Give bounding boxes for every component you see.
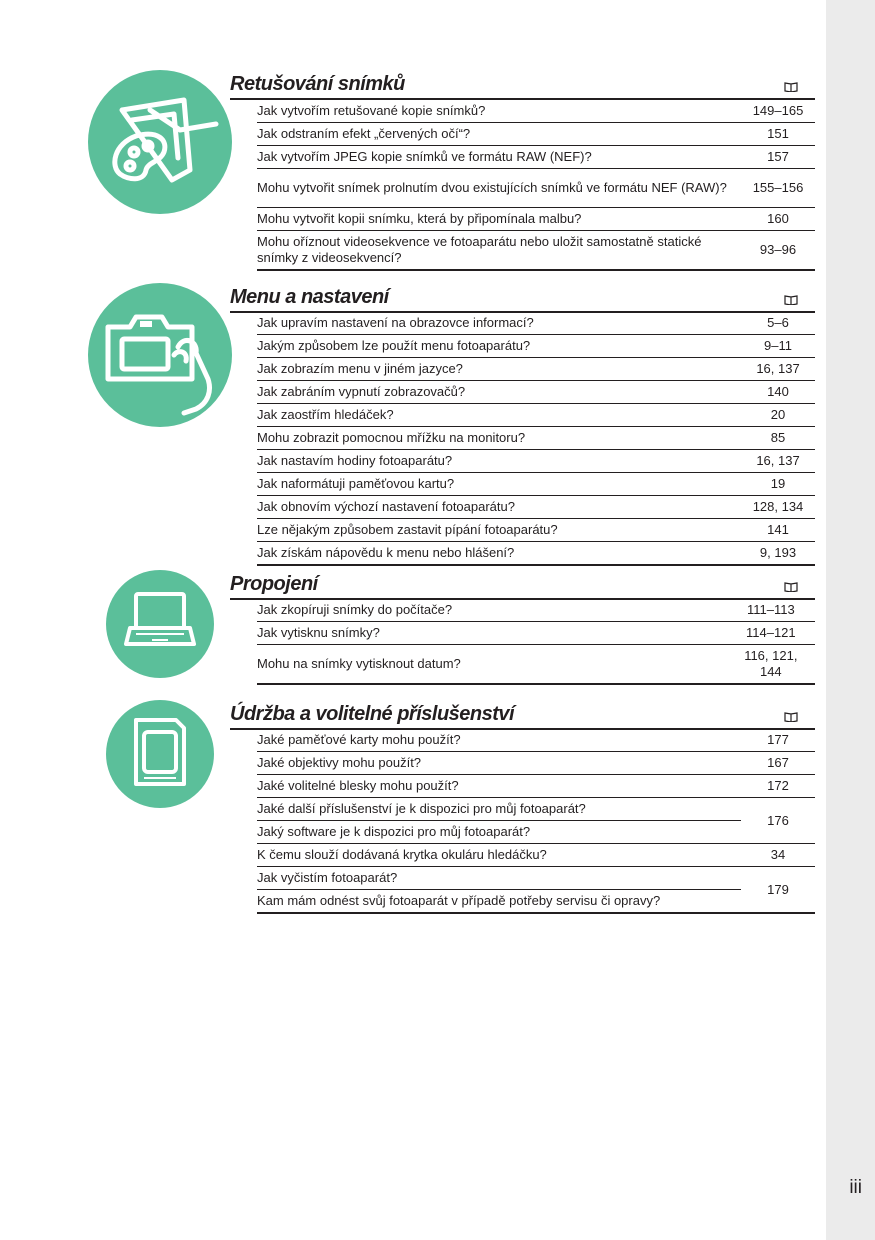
page-ref: 149–165 [741, 100, 815, 123]
question: K čemu slouží dodávaná krytka okuláru hledáčku? [257, 844, 741, 867]
page-ref: 160 [741, 208, 815, 231]
laptop-icon [106, 570, 214, 678]
section-title: Propojení [230, 573, 318, 595]
page-ref: 114–121 [727, 622, 815, 645]
page-ref: 19 [741, 473, 815, 496]
table-row [257, 123, 815, 146]
page-ref: 155–156 [741, 169, 815, 208]
section-header [230, 283, 815, 313]
faq-table [257, 100, 815, 271]
table-row [257, 867, 815, 890]
section-header [230, 570, 815, 600]
section-header [230, 700, 815, 730]
page-number: iii [849, 1177, 862, 1198]
question: Kam mám odnést svůj fotoaparát v případě potřeby servisu či opravy? [257, 890, 741, 914]
table-row [257, 312, 815, 335]
question: Jaké další příslušenství je k dispozici pro můj fotoaparát? [257, 798, 741, 821]
question: Mohu vytvořit kopii snímku, která by připomínala malbu? [257, 208, 741, 231]
question: Lze nějakým způsobem zastavit pípání fotoaparátu? [257, 519, 741, 542]
page-ref: 172 [741, 775, 815, 798]
camera-hand-icon [88, 283, 232, 427]
question: Mohu zobrazit pomocnou mřížku na monitoru? [257, 427, 741, 450]
table-row [257, 890, 815, 914]
page-ref: 140 [741, 381, 815, 404]
page-ref: 111–113 [727, 599, 815, 622]
table-row [257, 473, 815, 496]
book-icon [784, 82, 798, 92]
page-ref: 9, 193 [741, 542, 815, 566]
table-row [257, 844, 815, 867]
section-title: Menu a nastavení [230, 286, 389, 308]
question: Jakým způsobem lze použít menu fotoaparátu? [257, 335, 741, 358]
question: Jak vytvořím JPEG kopie snímků ve formátu RAW (NEF)? [257, 146, 741, 169]
table-row [257, 404, 815, 427]
side-tab [826, 0, 875, 1240]
table-row [257, 645, 815, 685]
question: Jak obnovím výchozí nastavení fotoaparátu? [257, 496, 741, 519]
page-ref: 116, 121, 144 [727, 645, 815, 685]
faq-table [257, 312, 815, 566]
page-ref: 85 [741, 427, 815, 450]
question: Mohu oříznout videosekvence ve fotoaparátu nebo uložit samostatně statické snímky z videosekvencí? [257, 231, 741, 271]
table-row [257, 752, 815, 775]
table-row [257, 381, 815, 404]
question: Mohu vytvořit snímek prolnutím dvou existujících snímků ve formátu NEF (RAW)? [257, 169, 741, 208]
book-icon [784, 295, 798, 305]
question: Jak vyčistím fotoaparát? [257, 867, 741, 890]
page-ref: 34 [741, 844, 815, 867]
page-ref: 5–6 [741, 312, 815, 335]
page-ref: 128, 134 [741, 496, 815, 519]
question: Jak vytvořím retušované kopie snímků? [257, 100, 741, 123]
page-ref: 177 [741, 729, 815, 752]
faq-table [257, 729, 815, 914]
page-ref: 157 [741, 146, 815, 169]
question: Jaké paměťové karty mohu použít? [257, 729, 741, 752]
section-title: Retušování snímků [230, 73, 405, 95]
section-header [230, 70, 815, 100]
book-icon [784, 712, 798, 722]
table-row [257, 542, 815, 566]
page-ref: 16, 137 [741, 450, 815, 473]
table-row [257, 599, 815, 622]
table-row [257, 169, 815, 208]
question: Jak zkopíruji snímky do počítače? [257, 599, 727, 622]
page-ref: 16, 137 [741, 358, 815, 381]
page-ref: 9–11 [741, 335, 815, 358]
table-row [257, 450, 815, 473]
table-row [257, 496, 815, 519]
page-ref: 167 [741, 752, 815, 775]
table-row [257, 729, 815, 752]
question: Jak získám nápovědu k menu nebo hlášení? [257, 542, 741, 566]
question: Jaký software je k dispozici pro můj fotoaparát? [257, 821, 741, 844]
table-row [257, 208, 815, 231]
table-row [257, 335, 815, 358]
question: Jak upravím nastavení na obrazovce informací? [257, 312, 741, 335]
table-row [257, 427, 815, 450]
table-row [257, 146, 815, 169]
book-icon [784, 582, 798, 592]
question: Mohu na snímky vytisknout datum? [257, 645, 727, 685]
page-ref: 179 [741, 867, 815, 914]
question: Jak zobrazím menu v jiném jazyce? [257, 358, 741, 381]
question: Jak zaostřím hledáček? [257, 404, 741, 427]
page-ref: 93–96 [741, 231, 815, 271]
table-row [257, 821, 815, 844]
table-row [257, 358, 815, 381]
table-row [257, 519, 815, 542]
question: Jak odstraním efekt „červených očí“? [257, 123, 741, 146]
page-ref: 141 [741, 519, 815, 542]
question: Jaké volitelné blesky mohu použít? [257, 775, 741, 798]
question: Jak zabráním vypnutí zobrazovačů? [257, 381, 741, 404]
page-ref: 151 [741, 123, 815, 146]
question: Jak vytisknu snímky? [257, 622, 727, 645]
table-row [257, 775, 815, 798]
retouch-palette-icon [88, 70, 232, 214]
page-ref: 176 [741, 798, 815, 844]
question: Jaké objektivy mohu použít? [257, 752, 741, 775]
section-title: Údržba a volitelné příslušenství [230, 703, 515, 725]
table-row [257, 622, 815, 645]
memory-card-icon [106, 700, 214, 808]
question: Jak nastavím hodiny fotoaparátu? [257, 450, 741, 473]
page-ref: 20 [741, 404, 815, 427]
question: Jak naformátuji paměťovou kartu? [257, 473, 741, 496]
table-row [257, 100, 815, 123]
faq-table [257, 599, 815, 685]
table-row [257, 798, 815, 821]
table-row [257, 231, 815, 271]
